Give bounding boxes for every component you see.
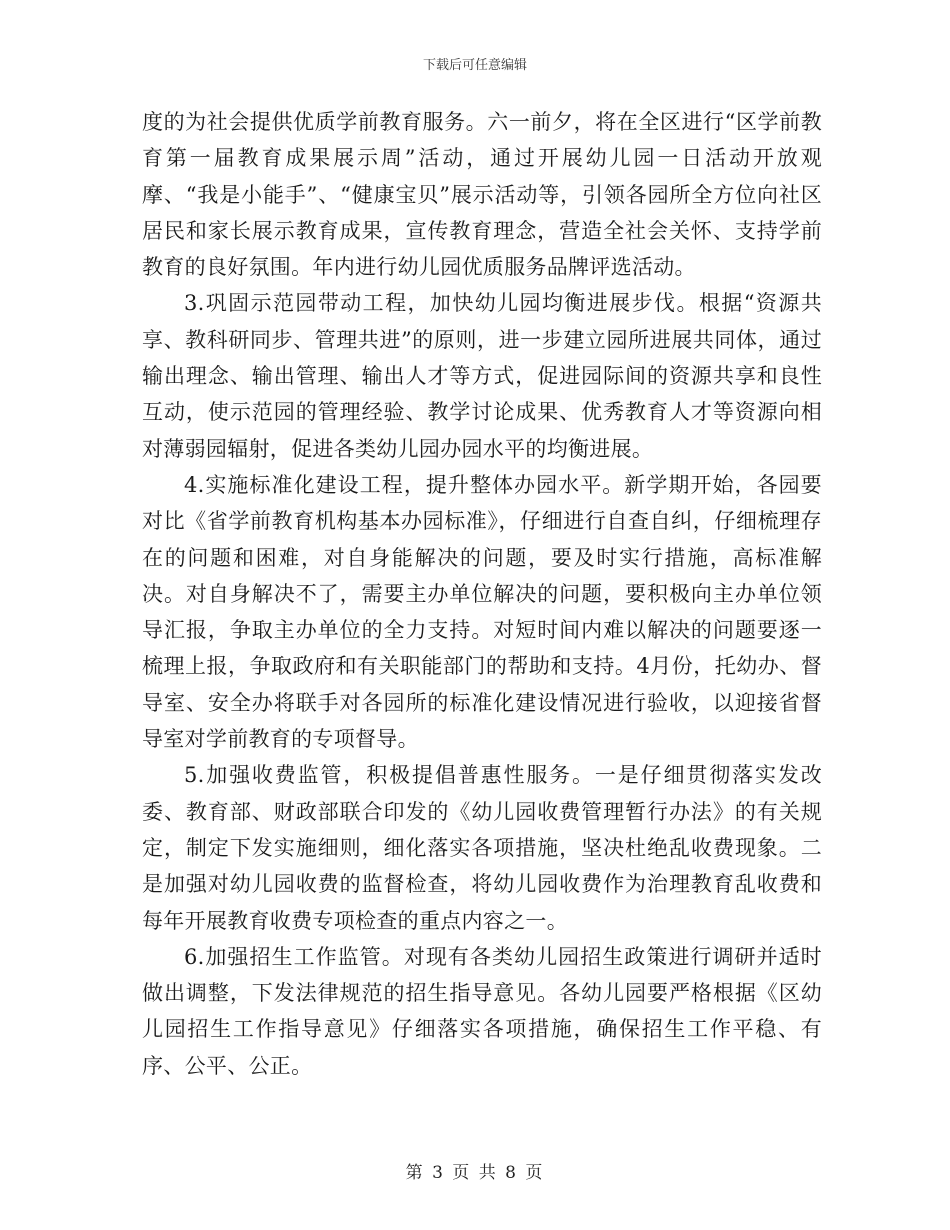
document-body: [142, 104, 822, 1084]
paragraph-item-3: 3.巩固示范园带动工程，加快幼儿园均衡进展步伐。根据“资源共享、教科研同步、管理共进”的原则，进一步建立园所进展共同体，通过输出理念、输出管理、输出人才等方式，促进园际间的资源共享和良性互动，使示范园的管理经验、教学讨论成果、优秀教育人才等资源向相对薄弱园辐射，促进各类幼儿园办园水平的均衡进展。: [142, 291, 822, 461]
paragraph-item-4: 4.实施标准化建设工程，提升整体办园水平。新学期开始，各园要对比《省学前教育机构基本办园标准》，仔细进行自查自纠，仔细梳理存在的问题和困难，对自身能解决的问题，要及时实行措施，高标准解决。对自身解决不了，需要主办单位解决的问题，要积极向主办单位领导汇报，争取主办单位的全力支持。对短时间内难以解决的问题要逐一梳理上报，争取政府和有关职能部门的帮助和支持。4月份，托幼办、督导室、安全办将联手对各园所的标准化建设情况进行验收，以迎接省督导室对学前教育的专项督导。: [142, 472, 822, 752]
page-header: 下载后可任意编辑: [422, 58, 527, 73]
paragraph-item-6: 6.加强招生工作监管。对现有各类幼儿园招生政策进行调研并适时做出调整，下发法律规范的招生指导意见。各幼儿园要严格根据《区幼儿园招生工作指导意见》仔细落实各项措施，确保招生工作平稳、有序、公平、公正。: [142, 944, 822, 1078]
page-number-footer: 第 3 页 共 8 页: [405, 1163, 545, 1183]
paragraph-item-5: 5.加强收费监管，积极提倡普惠性服务。一是仔细贯彻落实发改委、教育部、财政部联合印发的《幼儿园收费管理暂行办法》的有关规定，制定下发实施细则，细化落实各项措施，坚决杜绝乱收费现象。二是加强对幼儿园收费的监督检查，将幼儿园收费作为治理教育乱收费和每年开展教育收费专项检查的重点内容之一。: [142, 763, 822, 933]
paragraph-continuation: 度的为社会提供优质学前教育服务。六一前夕，将在全区进行“区学前教育第一届教育成果展示周”活动，通过开展幼儿园一日活动开放观摩、“我是小能手”、“健康宝贝”展示活动等，引领各园所全方位向社区居民和家长展示教育成果，宣传教育理念，营造全社会关怀、支持学前教育的良好氛围。年内进行幼儿园优质服务品牌评选活动。: [142, 110, 822, 280]
